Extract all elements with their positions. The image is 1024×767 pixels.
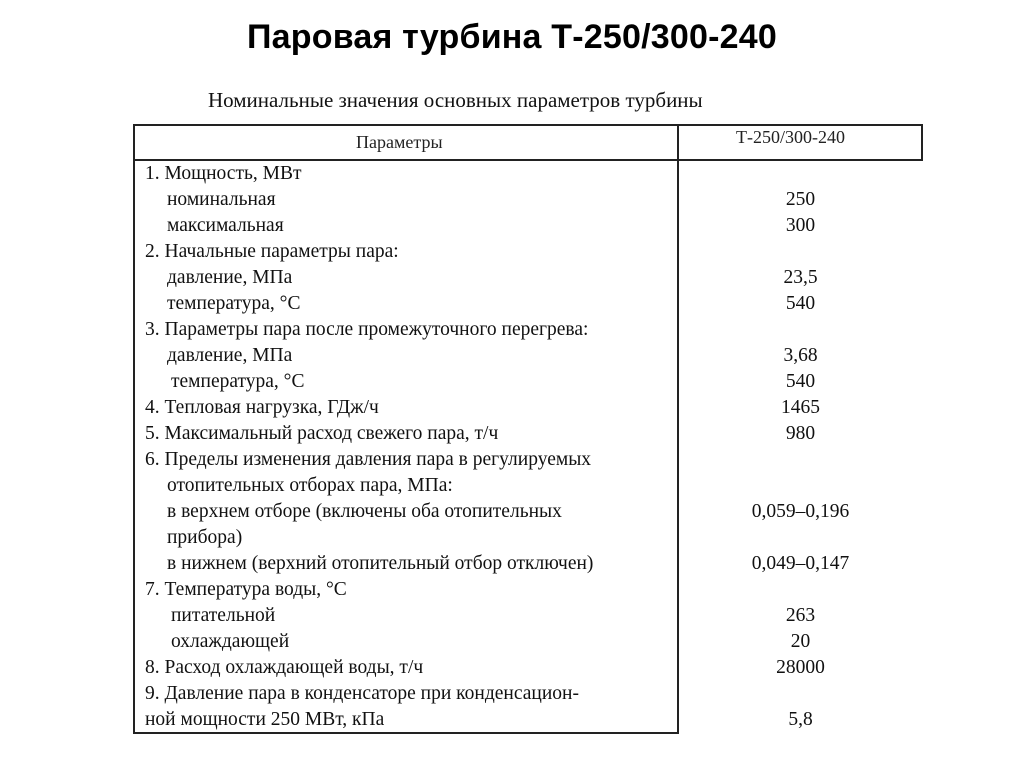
parameter-label: 7. Температура воды, °С bbox=[145, 579, 347, 600]
table-row bbox=[133, 447, 923, 473]
parameter-value: 540 bbox=[785, 371, 816, 392]
table-row bbox=[133, 421, 923, 447]
parameter-label: питательной bbox=[171, 605, 276, 626]
table-row bbox=[133, 499, 923, 525]
table-row bbox=[133, 291, 923, 317]
parameter-value: 0,049–0,147 bbox=[751, 553, 850, 574]
parameter-label: в нижнем (верхний отопительный отбор отключен) bbox=[167, 553, 594, 574]
table-row bbox=[133, 343, 923, 369]
parameter-label: прибора) bbox=[167, 527, 243, 548]
parameter-label: охлаждающей bbox=[171, 631, 290, 652]
parameter-value: 0,059–0,196 bbox=[751, 501, 850, 522]
parameter-value: 3,68 bbox=[783, 345, 818, 366]
parameter-label: температура, °С bbox=[167, 293, 301, 314]
parameters-table bbox=[133, 124, 923, 734]
parameter-label: номинальная bbox=[167, 189, 276, 210]
parameter-label: давление, МПа bbox=[167, 267, 293, 288]
table-row bbox=[133, 395, 923, 421]
parameter-label: отопительных отборах пара, МПа: bbox=[167, 475, 453, 496]
table-caption: Номинальные значения основных параметров турбины bbox=[208, 88, 703, 112]
parameter-label: 6. Пределы изменения давления пара в регулируемых bbox=[145, 449, 592, 470]
table-row bbox=[133, 629, 923, 655]
parameter-label: ной мощности 250 МВт, кПа bbox=[145, 709, 385, 730]
table-row bbox=[133, 707, 923, 733]
parameter-label: 9. Давление пара в конденсаторе при конденсацион- bbox=[145, 683, 579, 704]
table-row bbox=[133, 473, 923, 499]
table-row bbox=[133, 317, 923, 343]
table-row bbox=[133, 213, 923, 239]
parameter-value: 1465 bbox=[781, 397, 820, 418]
table-row bbox=[133, 187, 923, 213]
table-row bbox=[133, 161, 923, 187]
parameter-value: 20 bbox=[790, 631, 811, 652]
parameter-label: 2. Начальные параметры пара: bbox=[145, 241, 399, 262]
parameter-value: 23,5 bbox=[783, 267, 818, 288]
parameter-value: 263 bbox=[785, 605, 816, 626]
table-row bbox=[133, 577, 923, 603]
table-row bbox=[133, 681, 923, 707]
parameter-value: 540 bbox=[785, 293, 816, 314]
parameter-label: давление, МПа bbox=[167, 345, 293, 366]
table-row bbox=[133, 265, 923, 291]
table-top-border bbox=[133, 124, 923, 126]
parameter-label: в верхнем отборе (включены оба отопительных bbox=[167, 501, 562, 522]
table-row bbox=[133, 551, 923, 577]
table-row bbox=[133, 369, 923, 395]
table-row bbox=[133, 525, 923, 551]
table-row bbox=[133, 239, 923, 265]
parameter-value: 5,8 bbox=[788, 709, 813, 730]
parameter-value: 300 bbox=[785, 215, 816, 236]
table-row bbox=[133, 603, 923, 629]
parameter-label: 5. Максимальный расход свежего пара, т/ч bbox=[145, 423, 499, 444]
parameter-label: 8. Расход охлаждающей воды, т/ч bbox=[145, 657, 424, 678]
header-turbine-model: Т-250/300-240 bbox=[736, 127, 845, 147]
parameter-label: максимальная bbox=[167, 215, 284, 236]
parameter-label: 3. Параметры пара после промежуточного перегрева: bbox=[145, 319, 589, 340]
parameter-label: 1. Мощность, МВт bbox=[145, 163, 302, 184]
parameter-label: 4. Тепловая нагрузка, ГДж/ч bbox=[145, 397, 379, 418]
parameter-value: 980 bbox=[785, 423, 816, 444]
parameter-value: 250 bbox=[785, 189, 816, 210]
page-title: Паровая турбина Т-250/300-240 bbox=[247, 18, 777, 56]
parameter-label: температура, °С bbox=[171, 371, 305, 392]
parameter-value: 28000 bbox=[776, 657, 825, 678]
table-right-border bbox=[921, 124, 923, 160]
table-row bbox=[133, 655, 923, 681]
header-parameters: Параметры bbox=[356, 132, 443, 152]
